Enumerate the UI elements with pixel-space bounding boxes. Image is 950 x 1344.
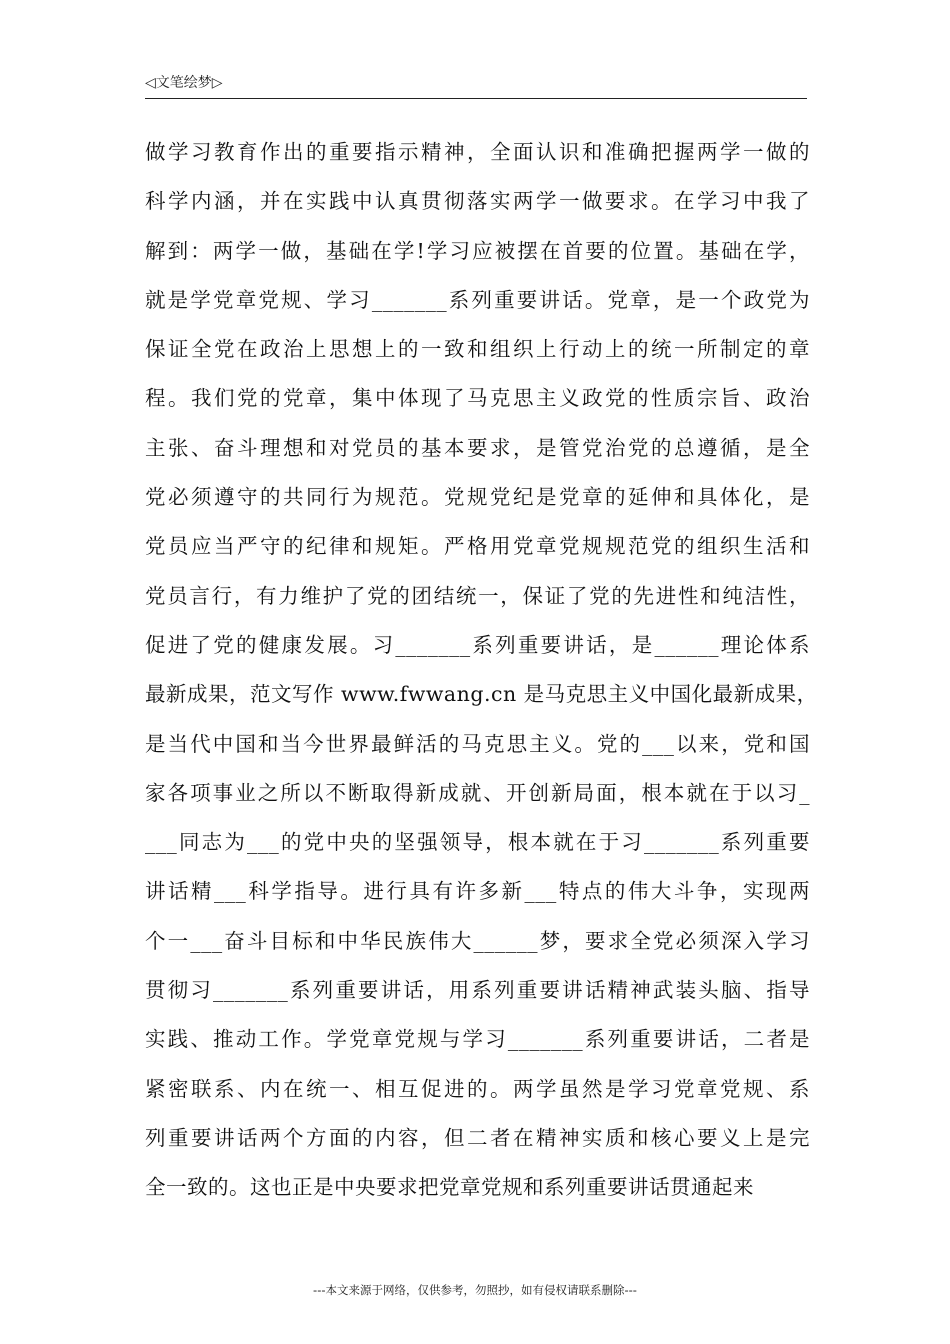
body-line: 解到：两学一做，基础在学!学习应被摆在首要的位置。基础在学， [145,238,810,263]
body-line: 全一致的。这也正是中央要求把党章党规和系列重要讲话贯通起来 [145,1175,754,1200]
body-line: 程。我们党的党章，集中体现了马克思主义政党的性质宗旨、政治 [145,386,810,411]
body-line: 是当代中国和当今世界最鲜活的马克思主义。党的___以来，党和国 [145,731,810,756]
body-line: 党员言行，有力维护了党的团结统一，保证了党的先进性和纯洁性， [145,583,810,608]
body-line: 最新成果，范文写作 www.fwwang.cn 是马克思主义中国化最新成果， [145,682,818,707]
document-body [145,132,818,1217]
body-line: 讲话精___科学指导。进行具有许多新___特点的伟大斗争，实现两 [145,879,810,904]
body-line: 科学内涵，并在实践中认真贯彻落实两学一做要求。在学习中我了 [145,189,810,214]
header-title: ◁文笔绘梦▷ [145,75,223,91]
body-line: 做学习教育作出的重要指示精神，全面认识和准确把握两学一做的 [145,140,810,164]
body-line: 家各项事业之所以不断取得新成就、开创新局面，根本就在于以习_ [145,780,810,805]
body-line: 就是学党章党规、学习_______系列重要讲话。党章，是一个政党为 [145,287,810,312]
body-line: 实践、推动工作。学党章党规与学习_______系列重要讲话，二者是 [145,1027,810,1052]
body-line: 个一___奋斗目标和中华民族伟大______梦，要求全党必须深入学习 [145,928,810,953]
body-line: 党必须遵守的共同行为规范。党规党纪是党章的延伸和具体化，是 [145,485,810,510]
body-line: 主张、奋斗理想和对党员的基本要求，是管党治党的总遵循，是全 [145,435,810,460]
body-line: 紧密联系、内在统一、相互促进的。两学虽然是学习党章党规、系 [145,1076,810,1101]
body-line: ___同志为___的党中央的坚强领导，根本就在于习_______系列重要 [145,830,810,855]
body-line: 保证全党在政治上思想上的一致和组织上行动上的统一所制定的章 [145,337,810,362]
page-footer: ---本文来源于网络，仅供参考，勿照抄，如有侵权请联系删除--- [313,1283,637,1297]
body-line: 促进了党的健康发展。习_______系列重要讲话，是______理论体系 [145,632,810,657]
page-header [145,70,807,99]
body-line: 贯彻习_______系列重要讲话，用系列重要讲话精神武装头脑、指导 [145,978,810,1003]
body-line: 列重要讲话两个方面的内容，但二者在精神实质和核心要义上是完 [145,1125,810,1150]
body-line: 党员应当严守的纪律和规矩。严格用党章党规规范党的组织生活和 [145,534,810,559]
